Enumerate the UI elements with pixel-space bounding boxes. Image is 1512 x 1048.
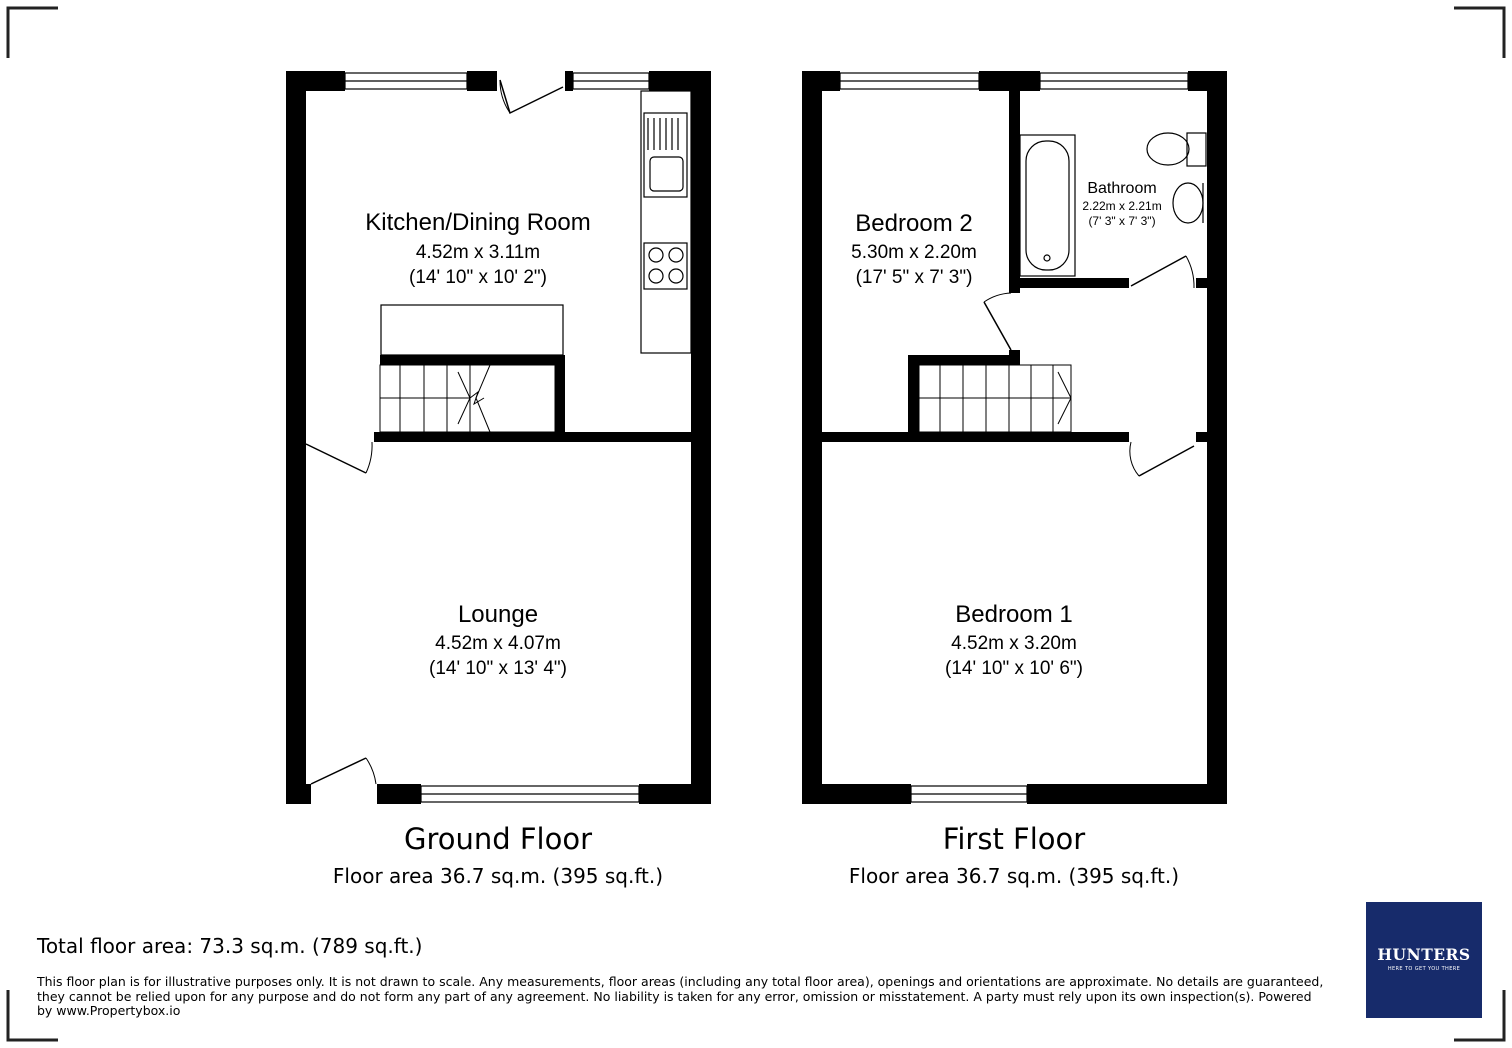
bedroom-1-size-metric: 4.52m x 3.20m xyxy=(951,633,1077,654)
kitchen-dining-room-name: Kitchen/Dining Room xyxy=(365,209,591,236)
ground-floor-stairs xyxy=(380,365,555,432)
bathroom-size-metric: 2.22m x 2.21m xyxy=(1082,199,1162,213)
hunters-logo xyxy=(1366,902,1482,1018)
kitchen-island xyxy=(381,305,563,355)
disclaimer-text: This floor plan is for illustrative purposes only. It is not drawn to scale. Any measurements, floor areas (including any total floor area), openings and orientations are approximate. No details are guaranteed, they cannot be relied upon for any purpose and do not form any part of any agreement. No liability is taken for any error, omission or misstatement. A party must rely upon its own inspection(s). Powered by www.Propertybox.io xyxy=(37,974,1324,1018)
first-floor-plan xyxy=(802,71,1227,804)
logo-name: HUNTERS xyxy=(1377,945,1471,964)
ground-floor-title: Ground Floor xyxy=(403,822,593,856)
first-floor-title: First Floor xyxy=(942,822,1086,856)
logo-tagline: HERE TO GET YOU THERE xyxy=(1387,966,1461,972)
total-floor-area: Total floor area: 73.3 sq.m. (789 sq.ft.) xyxy=(37,934,423,958)
bedroom-2-name: Bedroom 2 xyxy=(855,210,973,237)
lounge-name: Lounge xyxy=(457,601,539,628)
ground-floor-plan xyxy=(286,71,711,804)
bathroom-size-imperial: (7' 3" x 7' 3") xyxy=(1088,214,1156,228)
kitchen-dining-room-size-metric: 4.52m x 3.11m xyxy=(415,242,541,263)
first-floor-area: Floor area 36.7 sq.m. (395 sq.ft.) xyxy=(848,864,1180,888)
lounge-size-imperial: (14' 10" x 13' 4") xyxy=(429,658,567,679)
corner-marks xyxy=(8,8,1504,1040)
ground-floor-area: Floor area 36.7 sq.m. (395 sq.ft.) xyxy=(332,864,664,888)
kitchen-units xyxy=(641,91,691,353)
bedroom-2-size-imperial: (17' 5" x 7' 3") xyxy=(855,267,973,288)
first-floor-walls xyxy=(802,71,1227,804)
bedroom-1-name: Bedroom 1 xyxy=(955,601,1073,628)
ground-floor-walls xyxy=(286,71,711,804)
kitchen-dining-room-size-imperial: (14' 10" x 10' 2") xyxy=(409,267,547,288)
lounge-size-metric: 4.52m x 4.07m xyxy=(435,633,561,654)
bedroom-2-size-metric: 5.30m x 2.20m xyxy=(851,242,977,263)
bathroom-name: Bathroom xyxy=(1087,180,1157,197)
first-floor-stairs xyxy=(919,365,1071,432)
bedroom-1-size-imperial: (14' 10" x 10' 6") xyxy=(945,658,1083,679)
